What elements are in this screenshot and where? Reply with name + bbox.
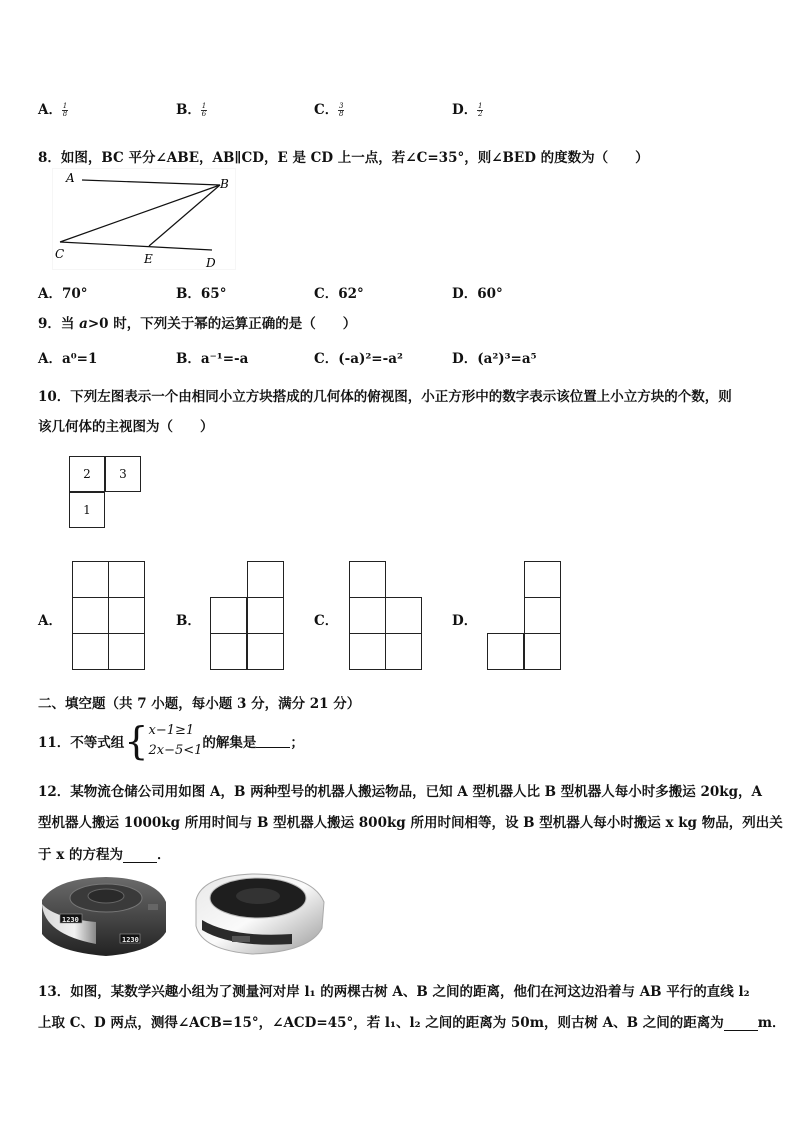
answer-blank[interactable] [256,735,290,748]
grid-cell: 2 [69,456,105,492]
point-b-label: B [220,177,229,191]
q13-text-line1: 13．如图，某数学兴趣小组为了测量河对岸 l₁ 的两棵古树 A、B 之间的距离，他们在河这边沿着与 AB 平行的直线 l₂ [38,984,750,1000]
robot-b-image [192,864,328,958]
q10-text-line1: 10．下列左图表示一个由相同小立方块搭成的几何体的俯视图，小正方形中的数字表示该位置上小立方块的个数，则 [38,389,732,405]
section-heading: 二、填空题（共 7 小题，每小题 3 分，满分 21 分） [38,696,361,712]
q8-option-b[interactable]: B．65° [176,286,227,302]
q10-option-c[interactable]: C． [314,613,339,629]
point-d-label: D [206,256,216,270]
q7-option-a[interactable]: A． $\frac{1}{8}$ [38,102,68,118]
q12-text-line3: 于 x 的方程为 ． [38,847,171,863]
q12-text-line1: 12．某物流仓储公司用如图 A，B 两种型号的机器人搬运物品，已知 A 型机器人比 B 型机器人每小时多搬运 20kg，A [38,784,763,800]
q12-text-line2: 型机器人搬运 1000kg 所用时间与 B 型机器人搬运 800kg 所用时间相等，设 B 型机器人每小时搬运 x kg 物品，列出关 [38,815,783,831]
answer-blank[interactable] [123,850,157,863]
q7-option-c[interactable]: C． $\frac{3}{8}$ [314,102,344,118]
grid-cell: 3 [105,456,141,492]
q10-option-a[interactable]: A． [38,613,62,629]
fraction: $\frac{1}{2}$ [477,102,483,118]
brace: { [124,719,149,763]
q9-option-b[interactable]: B．a⁻¹=-a [176,351,249,367]
q11: 11．不等式组 { x−1≥1 2x−5<1 的解集是 ； [38,719,304,763]
q7-option-b[interactable]: B． $\frac{1}{6}$ [176,102,207,118]
svg-text:1230: 1230 [62,916,79,924]
q8-option-d[interactable]: D．60° [452,286,503,302]
q9-option-c[interactable]: C．(-a)²=-a² [314,351,403,367]
q10-option-b[interactable]: B． [176,613,201,629]
grid-cell: 1 [69,492,105,528]
q9-text: 9．当 a>0 时，下列关于幂的运算正确的是（ ） [38,316,357,332]
inequality-system: x−1≥1 2x−5<1 [148,723,203,758]
q8-text: 8．如图，BC 平分∠ABE，AB∥CD，E 是 CD 上一点，若∠C=35°，则∠BED 的度数为（ ） [38,150,649,166]
q9-option-a[interactable]: A．a⁰=1 [38,351,98,367]
answer-blank[interactable] [724,1018,758,1031]
point-c-label: C [55,247,65,261]
q8-option-c[interactable]: C．62° [314,286,364,302]
robot-a-image [36,872,170,958]
q8-figure [52,168,237,271]
q8-option-a[interactable]: A．70° [38,286,88,302]
q9-option-d[interactable]: D．(a²)³=a⁵ [452,351,537,367]
q7-option-d[interactable]: D． $\frac{1}{2}$ [452,102,483,118]
q10-text-line2: 该几何体的主视图为（ ） [38,419,214,435]
svg-text:1230: 1230 [122,936,139,944]
fraction: $\frac{3}{8}$ [339,102,344,118]
point-a-label: A [66,171,75,185]
q10-option-d[interactable]: D． [452,613,478,629]
point-e-label: E [144,252,153,266]
fraction: $\frac{1}{6}$ [201,102,207,118]
q13-text-line2: 上取 C、D 两点，测得∠ACB=15°，∠ACD=45°，若 l₁、l₂ 之间的距离为 50m，则古树 A、B 之间的距离为 m． [38,1015,786,1031]
fraction: $\frac{1}{8}$ [62,102,68,118]
